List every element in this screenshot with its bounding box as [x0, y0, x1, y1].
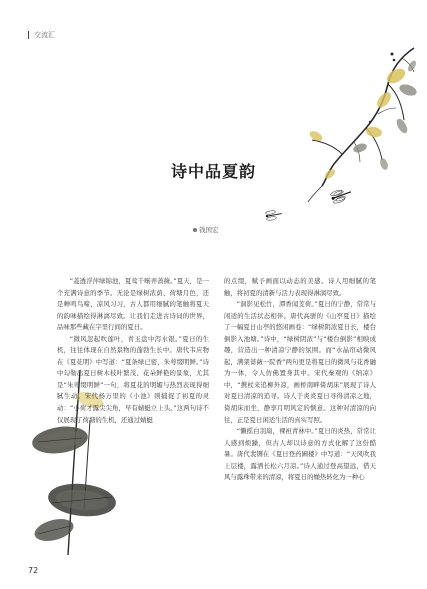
section-name: 交流汇: [34, 31, 55, 39]
section-divider-bar: [28, 31, 29, 39]
article-author: [193, 225, 219, 234]
paragraph: 的点缀，赋予画面以动态的美感。诗人用细腻的笔触，将初夏的清新与活力表现得淋漓尽致。: [224, 277, 376, 297]
author-bullet-icon: [193, 228, 197, 232]
paragraph: “菱透浮萍绿锦池，夏莺千啭弄蔷薇。”夏天，是一个充满诗意的季节。无论是绿树浓荫、荷塘月色，还是蝉鸣鸟啼、凉风习习，古人都用细腻的笔触将夏天的韵味描绘得淋漓尽致。让我们走进古诗词的世界，品味那些藏在字里行间的夏日。: [57, 277, 209, 332]
article-title: 诗中品夏韵: [170, 161, 256, 181]
branch-dragonfly-painting: [242, 36, 417, 221]
section-header: [28, 30, 55, 40]
paragraph: “微风忽起吹莲叶，青玉盘中泻水银。”夏日的生机，往往体现在自然景物的蓬勃生长中。唐代韦应物在《夏花明》中写道：“夏条绿已密，朱萼缀明鲜。”诗中勾勒出夏日树木枝叶繁茂、花朵鲜艳的景象，尤其是“朱萼缀明鲜”一句，将夏花的明媚与热烈表现得细腻生动。宋代杨万里的《小池》则捕捉了初夏的灵动：“小荷才露尖尖角，早有蜻蜓立上头。”这两句诗不仅展现了荷塘的生机，还通过蜻蜓: [57, 334, 209, 424]
author-name: 钱国宏: [199, 226, 219, 234]
article-column-left: [57, 276, 209, 426]
paragraph: “懒摇白羽扇，裸袒青林中。”夏日的炎热，常常让人感到烦躁，但古人却以诗意的方式化解了这份酷暑。唐代裴铏在《夏日登药圃楼》中写道：“天风吹我上层楼，露洒长松六月凉。”诗人通过登高望远，借天风与露珠带来的清凉，将夏日的燥热转化为一种心: [224, 427, 376, 482]
page-number: 72: [28, 566, 39, 575]
article-column-right: [224, 276, 376, 484]
paragraph: “洞影见松竹，潭香闻芰荷。”夏日的宁静，常常与闲适的生活状态相伴。唐代高骈的《山亭夏日》描绘了一幅夏日山亭的悠闲画卷：“绿树阴浓夏日长，楼台倒影入池塘。”诗中，“绿树阴浓”与“楼台倒影”相映成趣，营造出一种清凉宁静的氛围。而“水晶帘动微风起，满架蔷薇一院香”两句更是将夏日的微风与花香融为一体，令人仿佛置身其中。宋代秦观的《纳凉》中，“携杖来追柳外凉，画桥南畔倚胡床”展现了诗人对夏日清凉的追寻。诗人于炎炎夏日寻得清凉之地，倚胡床而坐，静享月明风定的惬意。这种对清凉的向往，正是夏日闲适生活的真实写照。: [224, 300, 376, 424]
